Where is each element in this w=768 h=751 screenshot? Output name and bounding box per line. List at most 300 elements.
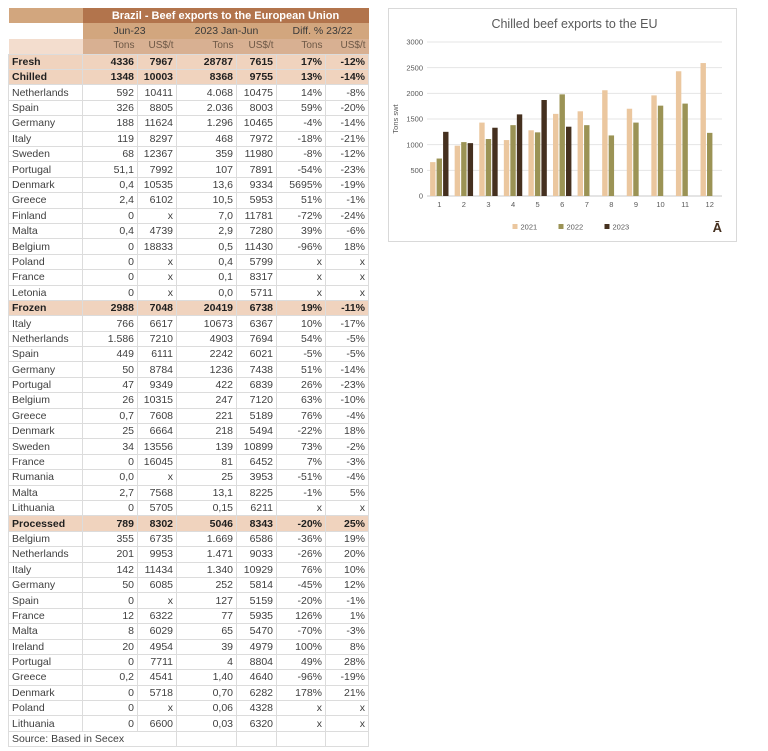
table-row: [9, 485, 369, 500]
y-tick-label: 0: [418, 191, 423, 201]
chart-title: Chilled beef exports to the EU: [491, 17, 658, 31]
value-cell: 0: [83, 593, 138, 608]
corner-cell: [9, 8, 83, 23]
value-cell: 7967: [138, 54, 177, 69]
value-cell: 359: [177, 147, 237, 162]
value-cell: 6320: [237, 716, 277, 731]
units-header-row: [9, 39, 369, 54]
value-cell: 10475: [237, 85, 277, 100]
value-cell: 6586: [237, 531, 277, 546]
y-tick-label: 2500: [406, 63, 423, 73]
value-cell: 7972: [237, 131, 277, 146]
value-cell: -96%: [277, 670, 326, 685]
value-cell: 25%: [326, 516, 369, 531]
country-cell: Malta: [9, 223, 83, 238]
table-row: [9, 393, 369, 408]
y-tick-label: 1500: [406, 114, 423, 124]
bar: [658, 106, 663, 196]
value-cell: 7608: [138, 408, 177, 423]
value-cell: 6738: [237, 300, 277, 315]
value-cell: -2%: [326, 439, 369, 454]
value-cell: 4336: [83, 54, 138, 69]
country-cell: France: [9, 270, 83, 285]
country-cell: Spain: [9, 593, 83, 608]
value-cell: 73%: [277, 439, 326, 454]
value-cell: 7438: [237, 362, 277, 377]
y-tick-label: 500: [410, 166, 423, 176]
value-cell: 2242: [177, 347, 237, 362]
value-cell: 592: [83, 85, 138, 100]
value-cell: -24%: [326, 208, 369, 223]
value-cell: -19%: [326, 177, 369, 192]
value-cell: -8%: [277, 147, 326, 162]
value-cell: 8225: [237, 485, 277, 500]
value-cell: 21%: [326, 685, 369, 700]
source-text: Source: Based in Secex: [9, 731, 177, 746]
value-cell: 0,2: [83, 670, 138, 685]
bar: [517, 114, 522, 196]
value-cell: 34: [83, 439, 138, 454]
beef-exports-table: [8, 8, 369, 747]
value-cell: 178%: [277, 685, 326, 700]
x-tick-label: 2: [461, 200, 466, 209]
value-cell: 0: [83, 685, 138, 700]
value-cell: 2,4: [83, 193, 138, 208]
value-cell: 8003: [237, 100, 277, 115]
value-cell: 1.296: [177, 116, 237, 131]
country-cell: Italy: [9, 131, 83, 146]
value-cell: 8784: [138, 362, 177, 377]
value-cell: -1%: [326, 193, 369, 208]
value-cell: -14%: [326, 70, 369, 85]
col-group-jan-jun: 2023 Jan-Jun: [177, 23, 277, 38]
x-tick-label: 3: [486, 200, 491, 209]
blank-cell: [9, 39, 83, 54]
value-cell: 6085: [138, 577, 177, 592]
country-cell: Spain: [9, 347, 83, 362]
legend-label: 2021: [520, 222, 538, 232]
bar: [609, 135, 614, 196]
value-cell: 5935: [237, 608, 277, 623]
value-cell: x: [326, 701, 369, 716]
value-cell: 766: [83, 316, 138, 331]
value-cell: 0,0: [177, 285, 237, 300]
x-tick-label: 6: [560, 200, 565, 209]
country-cell: Denmark: [9, 424, 83, 439]
value-cell: 3953: [237, 470, 277, 485]
value-cell: x: [326, 501, 369, 516]
value-cell: 2,7: [83, 485, 138, 500]
value-cell: 0: [83, 254, 138, 269]
value-cell: 13%: [277, 70, 326, 85]
value-cell: 5953: [237, 193, 277, 208]
value-cell: 11434: [138, 562, 177, 577]
value-cell: 4903: [177, 331, 237, 346]
value-cell: 2,9: [177, 223, 237, 238]
value-cell: 422: [177, 377, 237, 392]
value-cell: 0: [83, 501, 138, 516]
value-cell: -20%: [277, 593, 326, 608]
value-cell: 7992: [138, 162, 177, 177]
period-header-row: [9, 23, 369, 38]
value-cell: 5189: [237, 408, 277, 423]
value-cell: 7694: [237, 331, 277, 346]
section-label-cell: Fresh: [9, 54, 83, 69]
unit-header: US$/t: [237, 39, 277, 54]
value-cell: 0: [83, 454, 138, 469]
value-cell: x: [277, 716, 326, 731]
country-cell: Italy: [9, 562, 83, 577]
country-cell: Sweden: [9, 147, 83, 162]
country-cell: France: [9, 608, 83, 623]
value-cell: 8297: [138, 131, 177, 146]
value-cell: 449: [83, 347, 138, 362]
value-cell: 9953: [138, 547, 177, 562]
value-cell: 6735: [138, 531, 177, 546]
value-cell: 5799: [237, 254, 277, 269]
value-cell: 76%: [277, 408, 326, 423]
table-row: [9, 116, 369, 131]
bar: [578, 111, 583, 196]
value-cell: 7120: [237, 393, 277, 408]
value-cell: 142: [83, 562, 138, 577]
value-cell: 0,70: [177, 685, 237, 700]
bar: [528, 130, 533, 196]
x-tick-label: 9: [633, 200, 639, 209]
bar: [504, 140, 509, 196]
value-cell: 14%: [277, 85, 326, 100]
table-row: [9, 70, 369, 85]
value-cell: 10%: [277, 316, 326, 331]
country-cell: Germany: [9, 116, 83, 131]
value-cell: 6102: [138, 193, 177, 208]
table-row: [9, 347, 369, 362]
bar: [627, 109, 632, 196]
value-cell: 12%: [326, 577, 369, 592]
table-row: [9, 408, 369, 423]
value-cell: 5695%: [277, 177, 326, 192]
blank-cell: [177, 731, 237, 746]
unit-header: US$/t: [138, 39, 177, 54]
table-row: [9, 300, 369, 315]
value-cell: 0,06: [177, 701, 237, 716]
section-label-cell: Frozen: [9, 300, 83, 315]
bar: [633, 123, 638, 196]
value-cell: -4%: [277, 116, 326, 131]
value-cell: x: [138, 701, 177, 716]
value-cell: 20%: [326, 547, 369, 562]
value-cell: 59%: [277, 100, 326, 115]
value-cell: x: [277, 285, 326, 300]
value-cell: 10315: [138, 393, 177, 408]
value-cell: 50: [83, 362, 138, 377]
value-cell: x: [138, 470, 177, 485]
country-cell: Netherlands: [9, 547, 83, 562]
value-cell: 789: [83, 516, 138, 531]
value-cell: 6367: [237, 316, 277, 331]
country-cell: Lithuania: [9, 501, 83, 516]
bar: [560, 94, 565, 196]
value-cell: 18%: [326, 239, 369, 254]
table-row: [9, 670, 369, 685]
value-cell: -51%: [277, 470, 326, 485]
bar: [461, 142, 466, 196]
table-row: [9, 85, 369, 100]
value-cell: x: [277, 254, 326, 269]
value-cell: 12: [83, 608, 138, 623]
col-group-diff: Diff. % 23/22: [277, 23, 369, 38]
value-cell: 5494: [237, 424, 277, 439]
table-row: [9, 685, 369, 700]
x-tick-label: 7: [584, 200, 589, 209]
value-cell: 1.340: [177, 562, 237, 577]
value-cell: 26%: [277, 377, 326, 392]
blank-cell: [237, 731, 277, 746]
bar: [707, 133, 712, 196]
legend-swatch: [513, 224, 518, 229]
value-cell: 100%: [277, 639, 326, 654]
value-cell: 247: [177, 393, 237, 408]
bar: [701, 63, 706, 196]
country-cell: Malta: [9, 485, 83, 500]
bar: [443, 132, 448, 196]
value-cell: -12%: [326, 147, 369, 162]
value-cell: -96%: [277, 239, 326, 254]
value-cell: 77: [177, 608, 237, 623]
value-cell: 11430: [237, 239, 277, 254]
value-cell: x: [326, 285, 369, 300]
value-cell: 18%: [326, 424, 369, 439]
value-cell: -4%: [326, 408, 369, 423]
value-cell: 7048: [138, 300, 177, 315]
table-row: [9, 223, 369, 238]
value-cell: 4.068: [177, 85, 237, 100]
table-row: [9, 454, 369, 469]
value-cell: 355: [83, 531, 138, 546]
value-cell: 1348: [83, 70, 138, 85]
table-body: [9, 54, 369, 731]
value-cell: 0,0: [83, 470, 138, 485]
value-cell: 10465: [237, 116, 277, 131]
value-cell: -21%: [326, 131, 369, 146]
value-cell: 11624: [138, 116, 177, 131]
country-cell: Greece: [9, 670, 83, 685]
value-cell: x: [326, 254, 369, 269]
country-cell: Italy: [9, 316, 83, 331]
value-cell: -10%: [326, 393, 369, 408]
country-cell: Denmark: [9, 685, 83, 700]
value-cell: 0: [83, 208, 138, 223]
value-cell: 0: [83, 716, 138, 731]
table-row: [9, 577, 369, 592]
value-cell: x: [277, 701, 326, 716]
bar: [479, 123, 484, 196]
value-cell: -22%: [277, 424, 326, 439]
country-cell: Belgium: [9, 239, 83, 254]
x-tick-label: 4: [510, 200, 516, 209]
table-row: [9, 716, 369, 731]
value-cell: 8804: [237, 654, 277, 669]
corner-glyph: Ā: [712, 220, 722, 235]
table-row: [9, 316, 369, 331]
country-cell: Belgium: [9, 393, 83, 408]
value-cell: 7,0: [177, 208, 237, 223]
value-cell: 39: [177, 639, 237, 654]
bar: [602, 90, 607, 196]
table-row: [9, 162, 369, 177]
bar: [455, 146, 460, 196]
value-cell: 5718: [138, 685, 177, 700]
value-cell: 2988: [83, 300, 138, 315]
value-cell: 4640: [237, 670, 277, 685]
value-cell: 4328: [237, 701, 277, 716]
value-cell: -19%: [326, 670, 369, 685]
country-cell: Belgium: [9, 531, 83, 546]
y-tick-label: 1000: [406, 140, 423, 150]
value-cell: 13,1: [177, 485, 237, 500]
table-title-row: [9, 8, 369, 23]
table-row: [9, 470, 369, 485]
value-cell: 5711: [237, 285, 277, 300]
col-group-jun23: Jun-23: [83, 23, 177, 38]
bar: [486, 139, 491, 196]
value-cell: 6322: [138, 608, 177, 623]
value-cell: 20419: [177, 300, 237, 315]
bar: [492, 128, 497, 196]
value-cell: 51,1: [83, 162, 138, 177]
value-cell: 10535: [138, 177, 177, 192]
value-cell: x: [277, 501, 326, 516]
table-row: [9, 593, 369, 608]
value-cell: -3%: [326, 624, 369, 639]
bar: [430, 162, 435, 196]
value-cell: 25: [83, 424, 138, 439]
value-cell: -3%: [326, 454, 369, 469]
country-cell: Spain: [9, 100, 83, 115]
value-cell: 7%: [277, 454, 326, 469]
x-tick-label: 12: [705, 200, 714, 209]
country-cell: Ireland: [9, 639, 83, 654]
value-cell: 68: [83, 147, 138, 162]
value-cell: 9349: [138, 377, 177, 392]
value-cell: 17%: [277, 54, 326, 69]
unit-header: Tons: [277, 39, 326, 54]
country-cell: Finland: [9, 208, 83, 223]
value-cell: 25: [177, 470, 237, 485]
table-row: [9, 639, 369, 654]
value-cell: 0,4: [83, 177, 138, 192]
value-cell: x: [138, 593, 177, 608]
value-cell: 119: [83, 131, 138, 146]
value-cell: 221: [177, 408, 237, 423]
value-cell: 6664: [138, 424, 177, 439]
value-cell: 5705: [138, 501, 177, 516]
value-cell: 7711: [138, 654, 177, 669]
country-cell: Lithuania: [9, 716, 83, 731]
table-row: [9, 608, 369, 623]
y-tick-label: 3000: [406, 37, 423, 47]
value-cell: 188: [83, 116, 138, 131]
value-cell: 8805: [138, 100, 177, 115]
value-cell: 5%: [326, 485, 369, 500]
value-cell: 8: [83, 624, 138, 639]
value-cell: 5814: [237, 577, 277, 592]
table-row: [9, 531, 369, 546]
value-cell: -54%: [277, 162, 326, 177]
value-cell: 326: [83, 100, 138, 115]
value-cell: 7568: [138, 485, 177, 500]
value-cell: 13556: [138, 439, 177, 454]
value-cell: 10%: [326, 562, 369, 577]
value-cell: 20: [83, 639, 138, 654]
value-cell: -1%: [326, 593, 369, 608]
value-cell: 7280: [237, 223, 277, 238]
value-cell: 5470: [237, 624, 277, 639]
value-cell: -70%: [277, 624, 326, 639]
value-cell: 10411: [138, 85, 177, 100]
value-cell: 0: [83, 285, 138, 300]
value-cell: 10673: [177, 316, 237, 331]
table-row: [9, 177, 369, 192]
table-footer: [9, 731, 369, 746]
value-cell: x: [326, 270, 369, 285]
value-cell: 4: [177, 654, 237, 669]
value-cell: 6111: [138, 347, 177, 362]
value-cell: -5%: [277, 347, 326, 362]
section-label-cell: Processed: [9, 516, 83, 531]
value-cell: 16045: [138, 454, 177, 469]
value-cell: 8302: [138, 516, 177, 531]
table-row: [9, 377, 369, 392]
chart-panel: [388, 8, 737, 242]
bar: [651, 95, 656, 196]
table-row: [9, 701, 369, 716]
table-row: [9, 100, 369, 115]
value-cell: 6600: [138, 716, 177, 731]
legend-label: 2023: [612, 222, 630, 232]
value-cell: 18833: [138, 239, 177, 254]
value-cell: 0: [83, 701, 138, 716]
table-row: [9, 254, 369, 269]
y-axis-label: Tons swt: [391, 104, 400, 134]
bar: [553, 114, 558, 196]
value-cell: 1%: [326, 608, 369, 623]
table-row: [9, 285, 369, 300]
value-cell: 6029: [138, 624, 177, 639]
value-cell: -23%: [326, 162, 369, 177]
value-cell: 10003: [138, 70, 177, 85]
value-cell: 107: [177, 162, 237, 177]
value-cell: -20%: [277, 516, 326, 531]
value-cell: 49%: [277, 654, 326, 669]
value-cell: 81: [177, 454, 237, 469]
table-row: [9, 439, 369, 454]
table-row: [9, 54, 369, 69]
value-cell: -12%: [326, 54, 369, 69]
bar: [584, 125, 589, 196]
value-cell: x: [138, 254, 177, 269]
country-cell: Denmark: [9, 177, 83, 192]
value-cell: 6617: [138, 316, 177, 331]
bar: [682, 104, 687, 196]
value-cell: x: [326, 716, 369, 731]
value-cell: 28%: [326, 654, 369, 669]
bar: [566, 127, 571, 196]
value-cell: 6211: [237, 501, 277, 516]
value-cell: 8317: [237, 270, 277, 285]
value-cell: 9755: [237, 70, 277, 85]
value-cell: 9033: [237, 547, 277, 562]
